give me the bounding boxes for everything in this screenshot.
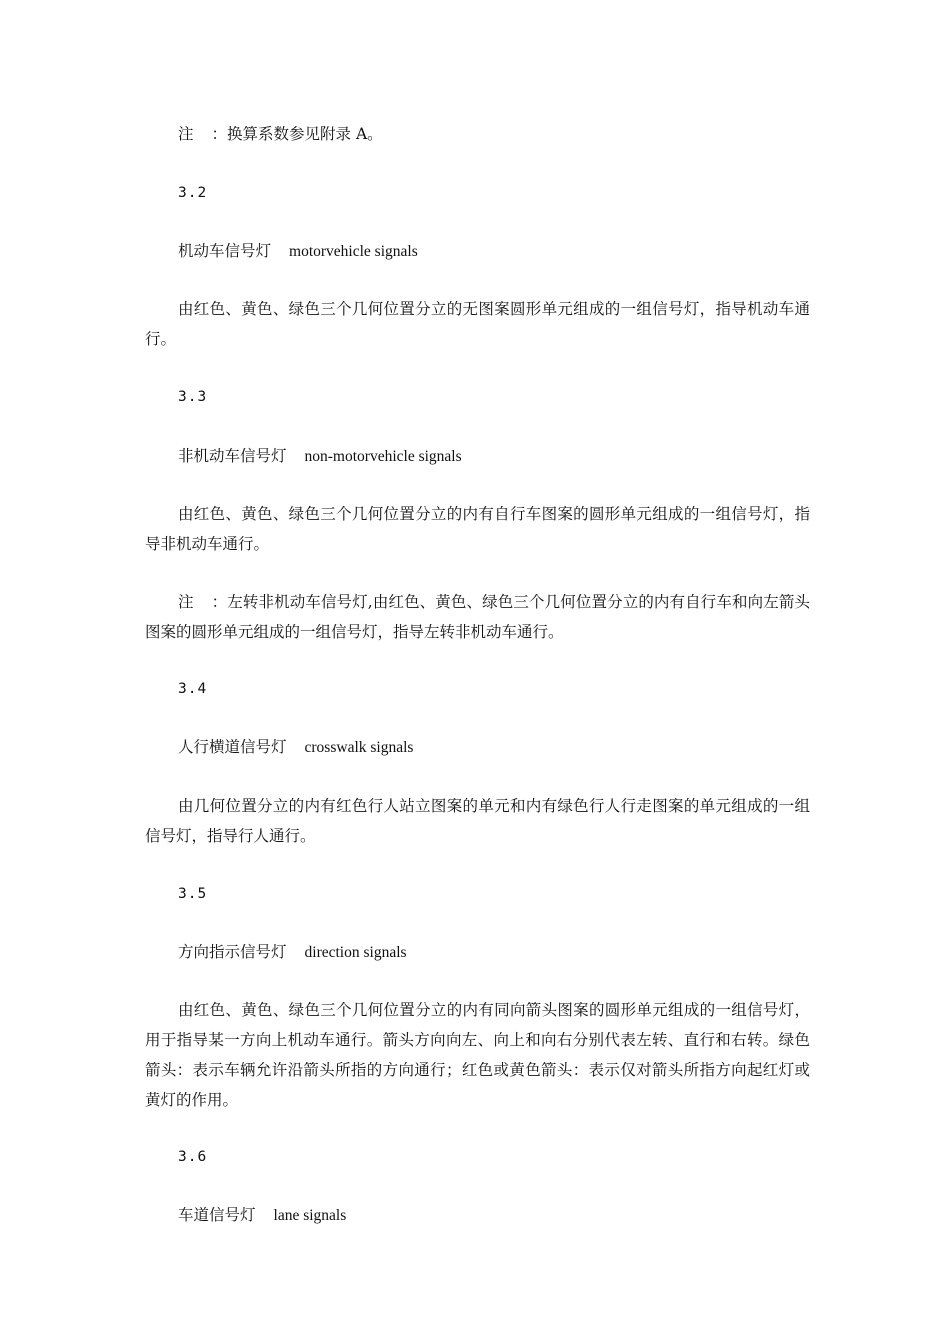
note-3-3-text: ：左转非机动车信号灯,由红色、黄色、绿色三个几何位置分立的内有自行车和向左箭头图案的圆形单元组成的一组信号灯，指导左转非机动车通行。	[145, 593, 810, 641]
term-3-3-en: non-motorvehicle signals	[304, 448, 462, 465]
term-3-6-zh: 车道信号灯	[178, 1206, 256, 1224]
term-3-4-zh: 人行横道信号灯	[178, 738, 287, 756]
section-number-3-3: 3.3	[178, 389, 208, 405]
term-3-5	[178, 941, 407, 964]
note-1-text: ：换算系数参见附录 A。	[211, 125, 383, 143]
note-3-3-label: 注	[178, 593, 194, 611]
term-3-5-zh: 方向指示信号灯	[178, 943, 287, 961]
term-3-2-zh: 机动车信号灯	[178, 242, 272, 260]
section-number-3-2: 3.2	[178, 185, 208, 201]
note-1	[178, 123, 383, 145]
term-3-4	[178, 736, 413, 759]
definition-3-3: 由红色、黄色、绿色三个几何位置分立的内有自行车图案的圆形单元组成的一组信号灯，指导非机动车通行。	[145, 505, 810, 553]
term-3-6	[178, 1204, 346, 1227]
section-number-3-6: 3.6	[178, 1149, 208, 1165]
section-number-3-5: 3.5	[178, 886, 208, 902]
definition-3-5: 由红色、黄色、绿色三个几何位置分立的内有同向箭头图案的圆形单元组成的一组信号灯，用于指导某一方向上机动车通行。箭头方向向左、向上和向右分别代表左转、直行和右转。绿色箭头：表示车辆允许沿箭头所指的方向通行；红色或黄色箭头：表示仅对箭头所指方向起红灯或黄灯的作用。	[145, 1001, 810, 1109]
term-3-3	[178, 445, 462, 468]
definition-3-2: 由红色、黄色、绿色三个几何位置分立的无图案圆形单元组成的一组信号灯，指导机动车通行。	[145, 300, 810, 348]
term-3-4-en: crosswalk signals	[304, 739, 414, 756]
term-3-2-en: motorvehicle signals	[289, 243, 418, 260]
definition-3-4: 由几何位置分立的内有红色行人站立图案的单元和内有绿色行人行走图案的单元组成的一组信号灯，指导行人通行。	[145, 797, 810, 845]
term-3-6-en: lane signals	[273, 1207, 347, 1224]
section-number-3-4: 3.4	[178, 681, 208, 697]
term-3-2	[178, 240, 418, 263]
note-1-label: 注	[178, 125, 194, 143]
term-3-5-en: direction signals	[304, 944, 407, 961]
note-3-3	[145, 587, 810, 647]
term-3-3-zh: 非机动车信号灯	[178, 447, 287, 465]
